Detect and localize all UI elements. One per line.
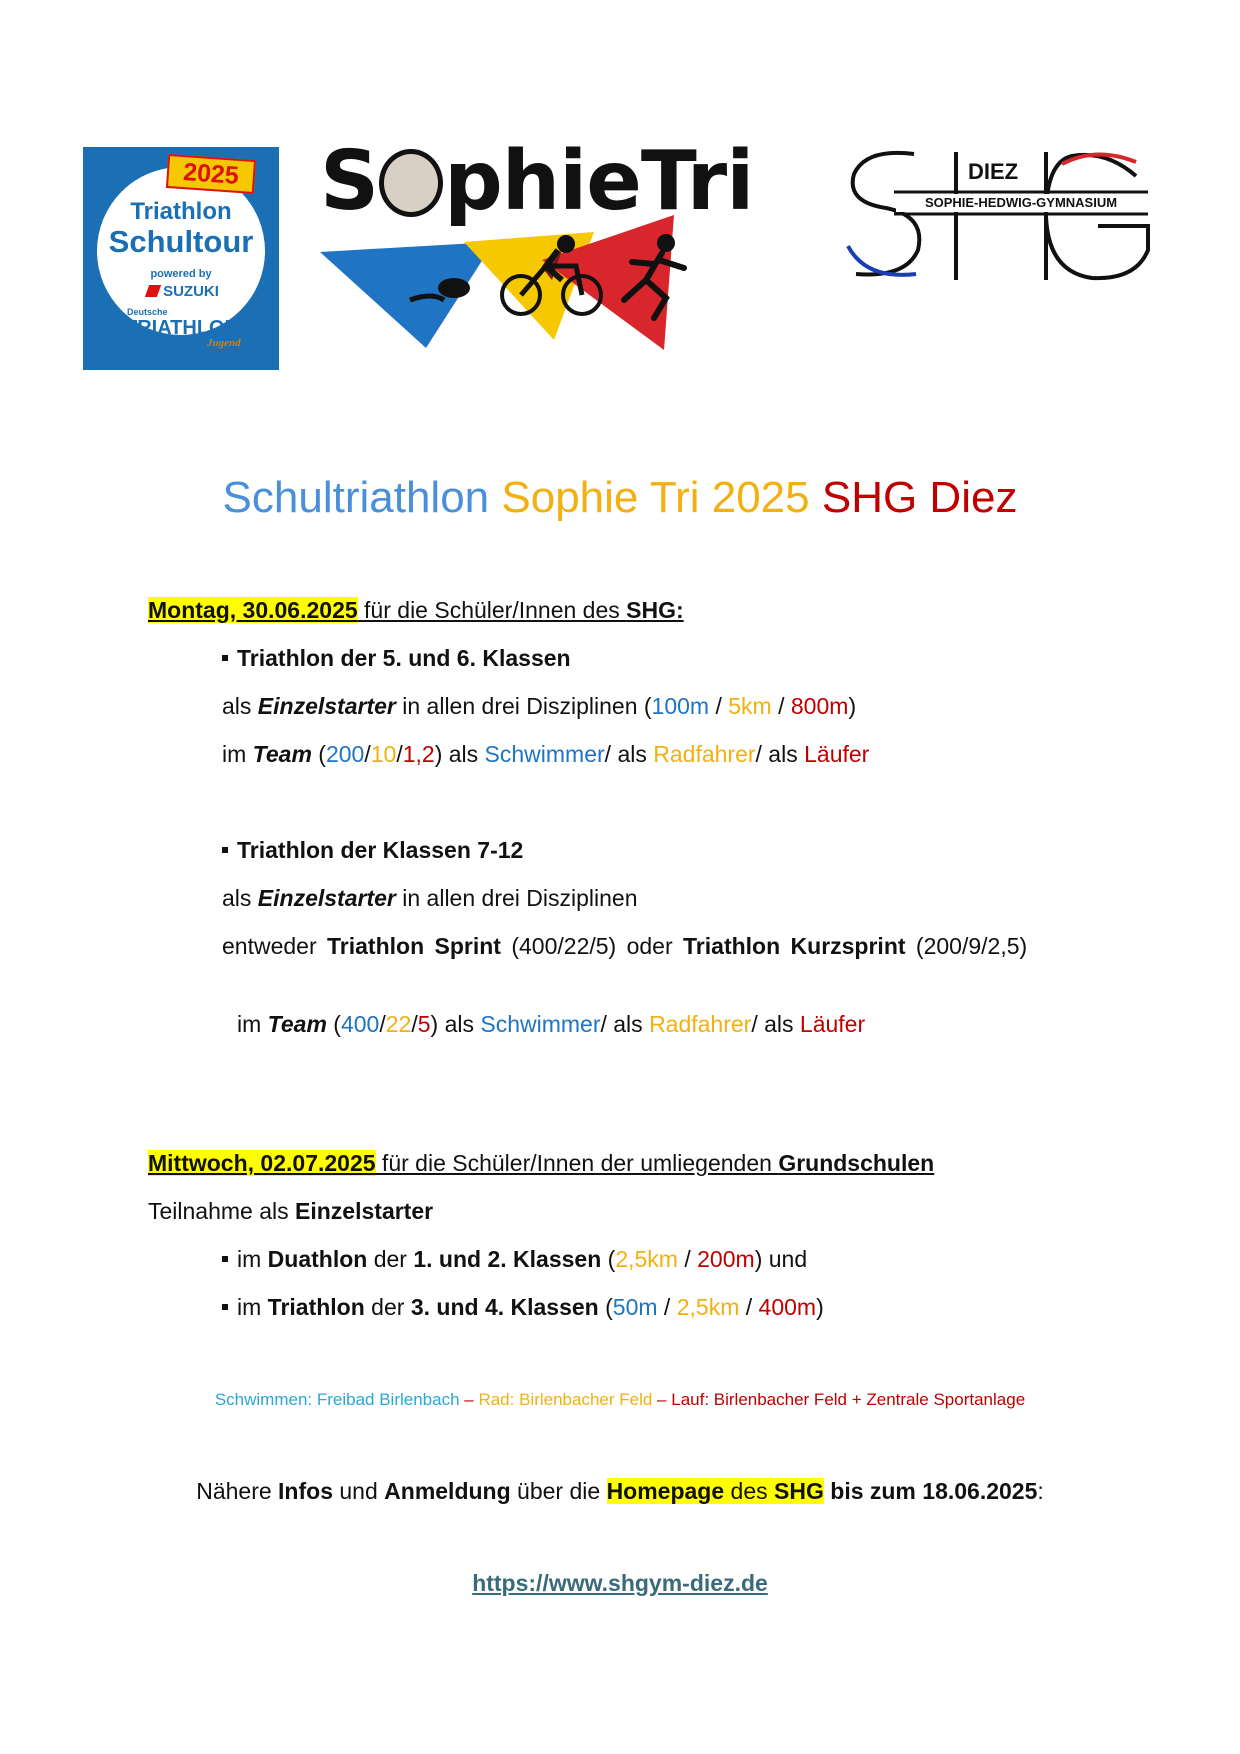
title-part-2: Sophie Tri 2025 (501, 473, 810, 522)
venue-run: Lauf: Birlenbacher Feld + Zentrale Sportanlage (671, 1390, 1026, 1409)
monday-group2-line2: entweder Triathlon Sprint (400/22/5) oder Triathlon Kurzsprint (200/9/2,5) (222, 933, 1028, 959)
schultour-line1: Triathlon (130, 198, 232, 225)
sophietri-wordmark: S phieTri (320, 134, 754, 229)
bullet-icon (222, 655, 228, 661)
schultour-logo (83, 147, 279, 370)
monday-group2-line1: als Einzelstarter in allen drei Disziplinen (222, 885, 638, 911)
venue-bike: Rad: Birlenbacher Feld (478, 1390, 653, 1409)
venue-swim: Schwimmen: Freibad Birlenbach (214, 1390, 460, 1409)
monday-heading: Montag, 30.06.2025 für die Schüler/Innen des SHG: (148, 597, 684, 623)
monday-group1-heading: Triathlon der 5. und 6. Klassen (222, 643, 571, 673)
schultour-year-badge: 2025 (166, 154, 256, 194)
shg-city: DIEZ (964, 160, 1022, 184)
shg-school-name: SOPHIE-HEDWIG-GYMNASIUM (896, 194, 1146, 212)
sophie-portrait-icon (379, 149, 443, 217)
homepage-link[interactable]: https://www.shgym-diez.de (472, 1570, 768, 1596)
shg-logo (836, 146, 1156, 286)
monday-group1-line2: im Team (200/10/1,2) als Schwimmer/ als Radfahrer/ als Läufer (222, 741, 870, 767)
venues-line: Schwimmen: Freibad Birlenbach – Rad: Birlenbacher Feld – Lauf: Birlenbacher Feld + Zentrale Sportanlage (214, 1390, 1026, 1409)
sophietri-logo (314, 134, 794, 355)
monday-group2-line3: im Team (400/22/5) als Schwimmer/ als Radfahrer/ als Läufer (237, 1011, 866, 1037)
wednesday-item2: im Triathlon der 3. und 4. Klassen (50m / 2,5km / 400m) (222, 1292, 824, 1322)
bullet-icon (222, 1304, 228, 1310)
info-line: Nähere Infos und Anmeldung über die Homepage des SHG bis zum 18.06.2025: (196, 1478, 1044, 1504)
schultour-line2: Schultour (108, 224, 254, 259)
suzuki-logo: SUZUKI (123, 283, 243, 301)
wednesday-participation: Teilnahme als Einzelstarter (148, 1198, 434, 1224)
schultour-powered: powered by (150, 268, 212, 280)
monday-group1-line1: als Einzelstarter in allen drei Disziplinen (100m / 5km / 800m) (222, 693, 857, 719)
dtu-big: TRIATHLON (125, 317, 240, 339)
wednesday-heading: Mittwoch, 02.07.2025 für die Schüler/Innen der umliegenden Grundschulen (148, 1150, 935, 1176)
wednesday-date: Mittwoch, 02.07.2025 (148, 1150, 376, 1176)
monday-group2-heading: Triathlon der Klassen 7-12 (222, 835, 523, 865)
wednesday-item1: im Duathlon der 1. und 2. Klassen (2,5km / 200m) und (222, 1244, 807, 1274)
bullet-icon (222, 847, 228, 853)
monday-date: Montag, 30.06.2025 (148, 597, 358, 623)
page-title (0, 472, 1240, 524)
dtu-sub: Jugend (207, 337, 241, 349)
bullet-icon (222, 1256, 228, 1262)
title-part-1: Schultriathlon (222, 473, 490, 522)
dtu-small: Deutsche (127, 307, 168, 317)
title-part-3: SHG Diez (821, 473, 1018, 522)
